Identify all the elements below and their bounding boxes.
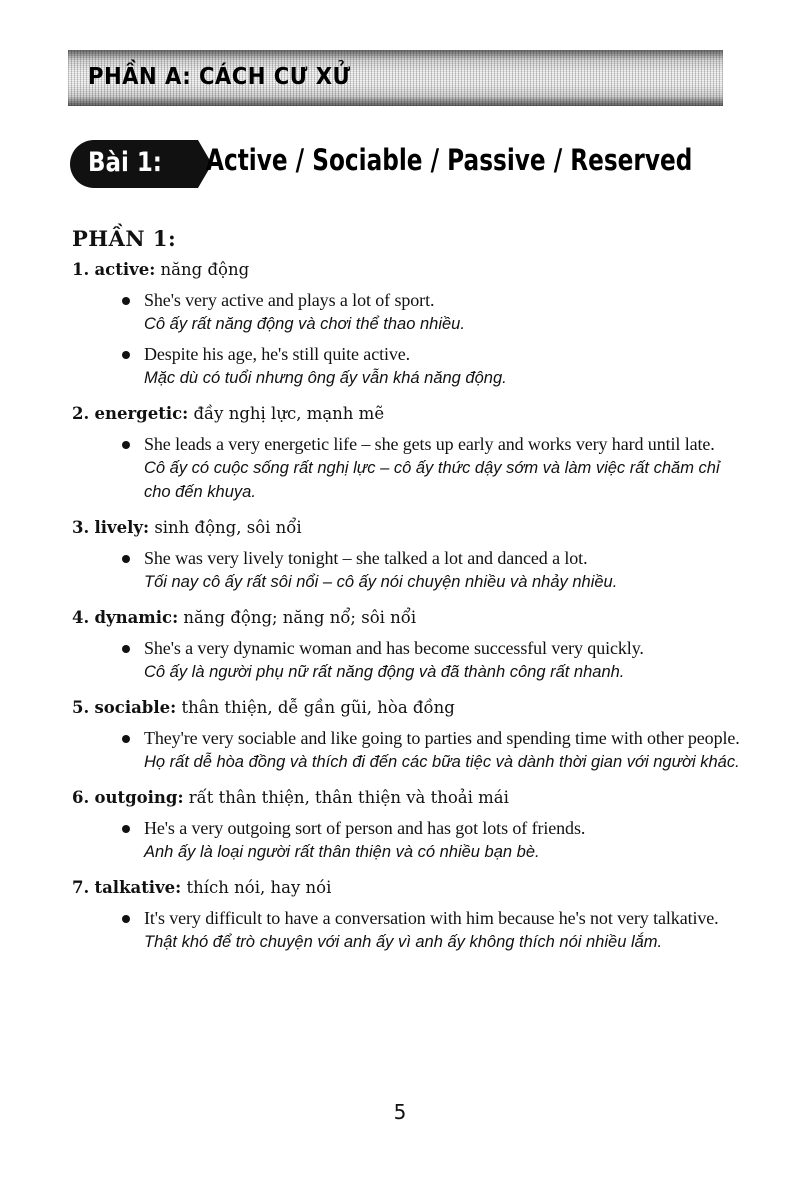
example-english: He's a very outgoing sort of person and has got lots of friends. <box>144 818 586 838</box>
vocab-entry <box>72 606 740 684</box>
example-english: She leads a very energetic life – she gets up early and works very hard until late. <box>144 434 715 454</box>
example-vietnamese: Họ rất dễ hòa đồng và thích đi đến các bữa tiệc và dành thời gian với người khác. <box>144 753 740 771</box>
section-banner <box>68 50 723 106</box>
example-english: It's very difficult to have a conversation with him because he's not very talkative. <box>144 908 719 928</box>
part-heading: PHẦN 1: <box>72 226 177 251</box>
example-vietnamese: Thật khó để trò chuyện với anh ấy vì anh ấy không thích nói nhiều lắm. <box>144 933 663 951</box>
example-item <box>144 906 740 954</box>
example-vietnamese: Mặc dù có tuổi nhưng ông ấy vẫn khá năng động. <box>144 369 507 387</box>
vocab-meaning: rất thân thiện, thân thiện và thoải mái <box>188 788 509 807</box>
vocabulary-list <box>72 258 740 966</box>
bullet-icon <box>122 351 130 359</box>
vocab-term: lively: <box>94 518 150 537</box>
entry-number: 2. <box>72 404 90 423</box>
vocab-entry-heading <box>72 606 740 630</box>
bullet-icon <box>122 645 130 653</box>
vocab-meaning: năng động; năng nổ; sôi nổi <box>183 608 417 627</box>
entry-number: 3. <box>72 518 90 537</box>
vocab-entry <box>72 516 740 594</box>
entry-number: 4. <box>72 608 90 627</box>
example-item <box>144 546 740 594</box>
example-vietnamese: Tối nay cô ấy rất sôi nổi – cô ấy nói chuyện nhiều và nhảy nhiều. <box>144 573 618 591</box>
example-vietnamese: Anh ấy là loại người rất thân thiện và có nhiều bạn bè. <box>144 843 540 861</box>
vocab-entry <box>72 786 740 864</box>
vocab-meaning: sinh động, sôi nổi <box>154 518 302 537</box>
example-vietnamese: Cô ấy có cuộc sống rất nghị lực – cô ấy thức dậy sớm và làm việc rất chăm chỉ cho đến khuya. <box>144 459 720 501</box>
entry-number: 1. <box>72 260 90 279</box>
vocab-term: talkative: <box>94 878 182 897</box>
vocab-term: sociable: <box>94 698 177 717</box>
vocab-entry <box>72 402 740 504</box>
entry-number: 7. <box>72 878 90 897</box>
example-english: She's very active and plays a lot of sport. <box>144 290 435 310</box>
entry-number: 6. <box>72 788 90 807</box>
example-vietnamese: Cô ấy rất năng động và chơi thể thao nhiều. <box>144 315 465 333</box>
bullet-icon <box>122 297 130 305</box>
vocab-term: energetic: <box>94 404 189 423</box>
lesson-badge-label: Bài 1: <box>88 147 162 178</box>
vocab-entry-heading <box>72 516 740 540</box>
bullet-icon <box>122 735 130 743</box>
example-item <box>144 816 740 864</box>
entry-number: 5. <box>72 698 90 717</box>
bullet-icon <box>122 825 130 833</box>
vocab-entry-heading <box>72 786 740 810</box>
lesson-title: Active / Sociable / Passive / Reserved <box>206 143 693 177</box>
vocab-entry-heading <box>72 258 740 282</box>
vocab-meaning: đầy nghị lực, mạnh mẽ <box>193 404 385 423</box>
vocab-meaning: thích nói, hay nói <box>186 878 332 897</box>
vocab-entry <box>72 876 740 954</box>
vocab-term: active: <box>94 260 156 279</box>
vocab-entry-heading <box>72 876 740 900</box>
bullet-icon <box>122 555 130 563</box>
vocab-term: dynamic: <box>94 608 179 627</box>
example-item <box>144 288 740 336</box>
example-english: She was very lively tonight – she talked a lot and danced a lot. <box>144 548 588 568</box>
section-title: PHẦN A: CÁCH CƯ XỬ <box>88 64 351 90</box>
example-item <box>144 432 740 504</box>
bullet-icon <box>122 915 130 923</box>
example-english: They're very sociable and like going to parties and spending time with other people. <box>144 728 740 748</box>
vocab-term: outgoing: <box>94 788 184 807</box>
vocab-meaning: thân thiện, dễ gần gũi, hòa đồng <box>181 698 455 717</box>
lesson-badge <box>70 140 198 188</box>
example-item <box>144 342 740 390</box>
vocab-entry-heading <box>72 402 740 426</box>
example-english: She's a very dynamic woman and has become successful very quickly. <box>144 638 644 658</box>
vocab-entry <box>72 258 740 390</box>
example-vietnamese: Cô ấy là người phụ nữ rất năng động và đã thành công rất nhanh. <box>144 663 625 681</box>
example-english: Despite his age, he's still quite active. <box>144 344 411 364</box>
bullet-icon <box>122 441 130 449</box>
vocab-entry-heading <box>72 696 740 720</box>
vocab-entry <box>72 696 740 774</box>
vocab-meaning: năng động <box>160 260 250 279</box>
example-item <box>144 636 740 684</box>
page-number: 5 <box>393 1100 407 1124</box>
example-item <box>144 726 740 774</box>
